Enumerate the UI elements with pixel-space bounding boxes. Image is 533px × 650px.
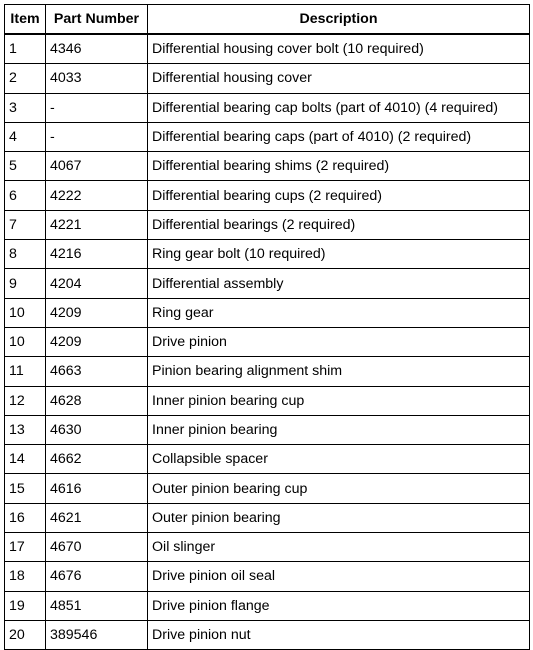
table-row (5, 181, 530, 210)
item-cell: 4 (5, 122, 46, 151)
description-cell: Differential bearing shims (2 required) (148, 152, 530, 181)
part-number-cell: 4851 (46, 591, 148, 620)
item-cell: 5 (5, 152, 46, 181)
description-cell: Outer pinion bearing (148, 503, 530, 532)
description-cell: Drive pinion nut (148, 620, 530, 649)
item-cell: 13 (5, 415, 46, 444)
item-cell: 20 (5, 620, 46, 649)
item-cell: 14 (5, 445, 46, 474)
part-number-cell: 4670 (46, 533, 148, 562)
description-cell: Inner pinion bearing cup (148, 386, 530, 415)
part-number-cell: - (46, 122, 148, 151)
part-number-cell: 4209 (46, 327, 148, 356)
description-cell: Drive pinion flange (148, 591, 530, 620)
part-number-cell: - (46, 93, 148, 122)
description-cell: Drive pinion (148, 327, 530, 356)
description-cell: Oil slinger (148, 533, 530, 562)
item-cell: 15 (5, 474, 46, 503)
item-cell: 19 (5, 591, 46, 620)
part-number-cell: 4630 (46, 415, 148, 444)
table-row (5, 122, 530, 151)
item-cell: 18 (5, 562, 46, 591)
parts-table (4, 4, 530, 650)
item-cell: 17 (5, 533, 46, 562)
description-cell: Differential bearing cap bolts (part of 4010) (4 required) (148, 93, 530, 122)
table-row (5, 415, 530, 444)
table-row (5, 210, 530, 239)
header-description: Description (148, 5, 530, 35)
item-cell: 1 (5, 34, 46, 64)
part-number-cell: 4663 (46, 357, 148, 386)
description-cell: Ring gear (148, 298, 530, 327)
description-cell: Differential bearing cups (2 required) (148, 181, 530, 210)
part-number-cell: 4628 (46, 386, 148, 415)
description-cell: Drive pinion oil seal (148, 562, 530, 591)
item-cell: 2 (5, 64, 46, 93)
table-row (5, 386, 530, 415)
table-row (5, 93, 530, 122)
part-number-cell: 4204 (46, 269, 148, 298)
description-cell: Inner pinion bearing (148, 415, 530, 444)
table-row (5, 357, 530, 386)
table-row (5, 298, 530, 327)
part-number-cell: 4346 (46, 34, 148, 64)
item-cell: 10 (5, 327, 46, 356)
part-number-cell: 4616 (46, 474, 148, 503)
item-cell: 16 (5, 503, 46, 532)
description-cell: Differential bearings (2 required) (148, 210, 530, 239)
description-cell: Pinion bearing alignment shim (148, 357, 530, 386)
item-cell: 10 (5, 298, 46, 327)
part-number-cell: 4209 (46, 298, 148, 327)
table-row (5, 269, 530, 298)
table-row (5, 474, 530, 503)
header-item: Item (5, 5, 46, 35)
item-cell: 9 (5, 269, 46, 298)
table-row (5, 152, 530, 181)
item-cell: 3 (5, 93, 46, 122)
part-number-cell: 4067 (46, 152, 148, 181)
part-number-cell: 4676 (46, 562, 148, 591)
table-row (5, 327, 530, 356)
description-cell: Outer pinion bearing cup (148, 474, 530, 503)
part-number-cell: 4221 (46, 210, 148, 239)
table-row (5, 503, 530, 532)
part-number-cell: 4222 (46, 181, 148, 210)
part-number-cell: 4216 (46, 240, 148, 269)
item-cell: 12 (5, 386, 46, 415)
table-row (5, 620, 530, 649)
description-cell: Ring gear bolt (10 required) (148, 240, 530, 269)
table-row (5, 34, 530, 64)
description-cell: Differential bearing caps (part of 4010) (2 required) (148, 122, 530, 151)
part-number-cell: 389546 (46, 620, 148, 649)
table-row (5, 445, 530, 474)
item-cell: 7 (5, 210, 46, 239)
table-body (5, 34, 530, 650)
item-cell: 11 (5, 357, 46, 386)
part-number-cell: 4033 (46, 64, 148, 93)
table-row (5, 240, 530, 269)
table-row (5, 533, 530, 562)
header-part-number: Part Number (46, 5, 148, 35)
table-row (5, 64, 530, 93)
part-number-cell: 4621 (46, 503, 148, 532)
description-cell: Differential housing cover (148, 64, 530, 93)
table-header (5, 5, 530, 35)
item-cell: 8 (5, 240, 46, 269)
description-cell: Differential housing cover bolt (10 required) (148, 34, 530, 64)
description-cell: Collapsible spacer (148, 445, 530, 474)
description-cell: Differential assembly (148, 269, 530, 298)
table-row (5, 562, 530, 591)
table-row (5, 591, 530, 620)
item-cell: 6 (5, 181, 46, 210)
header-row (5, 5, 530, 35)
part-number-cell: 4662 (46, 445, 148, 474)
